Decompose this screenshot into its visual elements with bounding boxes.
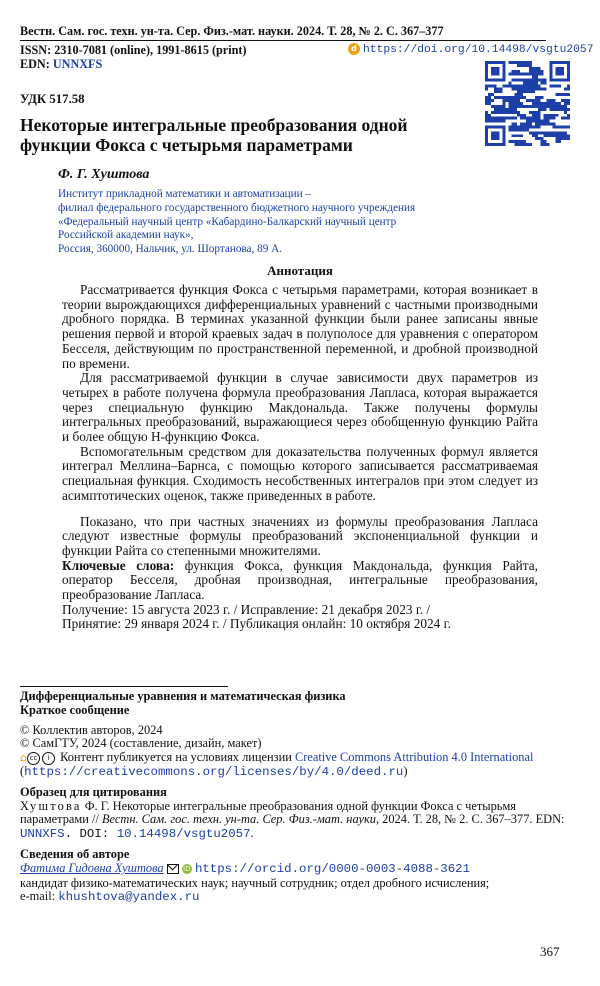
affiliation bbox=[58, 188, 498, 257]
citation-journal: Вестн. Сам. гос. техн. ун-та. Сер. Физ.-мат. науки bbox=[101, 812, 376, 827]
section-name: Дифференциальные уравнения и математическая физика bbox=[20, 689, 346, 703]
keywords-label: Ключевые слова: bbox=[62, 557, 175, 573]
affiliation-line: «Федеральный научный центр «Кабардино-Балкарский научный центр bbox=[58, 215, 397, 228]
copyright-authors: © Коллектив авторов, 2024 bbox=[20, 722, 163, 737]
affiliation-line: Институт прикладной математики и автоматизации – bbox=[58, 188, 312, 200]
qr-code bbox=[485, 61, 570, 146]
affiliation-line: Россия, 360000, Нальчик, ул. Шортанова, 89 А. bbox=[58, 243, 282, 256]
citation-text: Ф. Г. Некоторые интегральные преобразования одной функции Фокса с четырьмя параметрами // bbox=[20, 798, 516, 827]
abstract bbox=[62, 283, 538, 632]
email-link[interactable]: khushtova@yandex.ru bbox=[58, 890, 200, 905]
copyright-publisher: © СамГТУ, 2024 (составление, дизайн, макет) bbox=[20, 736, 262, 751]
license-text: Контент публикуется на условиях лицензии bbox=[56, 750, 295, 765]
citation-doi-link[interactable]: 10.14498/vsgtu2057 bbox=[116, 827, 251, 842]
citation: Хуштова Ф. Г. Некоторые интегральные преобразования одной функции Фокса с четырьмя параметрами // Вестн. Сам. гос. техн. ун-та. Сер. Физ.-мат. науки, 2024. Т. 28, № 2. С. 367–377. EDN: UNNXFS. DOI: 10.14498/vsgtu2057. bbox=[20, 798, 565, 842]
by-icon: i bbox=[42, 752, 55, 765]
article-title: Некоторые интегральные преобразования одной функции Фокса с четырьмя параметрами bbox=[20, 115, 408, 155]
dates-line: Получение: 15 августа 2023 г. / Исправление: 21 декабря 2023 г. / bbox=[62, 601, 431, 617]
cc-icon: cc bbox=[27, 752, 40, 765]
edn bbox=[20, 57, 102, 72]
edn-label: EDN: bbox=[20, 57, 53, 71]
citation-text: , 2024. Т. 28, № 2. С. 367–377. EDN: bbox=[375, 812, 565, 827]
about-author-line bbox=[20, 862, 576, 877]
edn-code-link[interactable]: UNNXFS bbox=[52, 57, 103, 71]
license: ⌂ cc i Контент публикуется на условиях лицензии Creative Commons Attribution 4.0 International (https://creativecommons.org/licenses/by/4.0/deed.ru) bbox=[20, 750, 534, 779]
abstract-paragraph: Для рассматриваемой функции в случае зависимости двух параметров из четырех в работе получена формула преобразования Лапласа, которая выражается через специальную функцию Макдональда. Также получены формулы интегральных преобразований, выражающиеся через обобщенную функцию Райта и более общую H-функцию Фокса. bbox=[62, 370, 538, 445]
orcid-icon: iD bbox=[183, 864, 191, 873]
author-email bbox=[20, 890, 576, 905]
citation-heading: Образец для цитирования bbox=[20, 784, 167, 799]
envelope-icon bbox=[167, 864, 179, 874]
open-access-icon: ⌂ bbox=[20, 751, 27, 765]
about-author-heading: Сведения об авторе bbox=[20, 846, 130, 861]
abstract-paragraph: Показано, что при частных значениях из формулы преобразования Лапласа следуют известные формулы преобразований экспоненциальной функции и функции Райта со степенными множителями. bbox=[62, 513, 538, 558]
keywords bbox=[62, 559, 538, 603]
author-profile-link[interactable]: Фатима Гидовна Хуштова bbox=[20, 860, 164, 875]
header-rule bbox=[20, 40, 546, 41]
author-name: Ф. Г. Хуштова bbox=[58, 167, 150, 182]
dates-line: Принятие: 29 января 2024 г. / Публикация онлайн: 10 октября 2024 г. bbox=[62, 616, 451, 632]
article-type: Краткое сообщение bbox=[20, 702, 130, 717]
keywords-list: функция Фокса, функция Макдональда, функция Райта, оператор Бесселя, дробная производная, интегральные преобразования, преобразование Лапласа. bbox=[62, 557, 538, 603]
affiliation-line: филиал федерального государственного бюджетного научного учреждения bbox=[58, 201, 416, 214]
udk-code: УДК 517.58 bbox=[20, 92, 85, 106]
citation-doi-label: . DOI: bbox=[64, 827, 117, 842]
citation-author: Хуштова bbox=[20, 798, 82, 813]
dates bbox=[62, 603, 538, 632]
page-number: 367 bbox=[540, 944, 560, 959]
email-label: e-mail: bbox=[20, 889, 59, 904]
article-meta bbox=[20, 690, 576, 905]
abstract-paragraph: Рассматривается функция Фокса с четырьмя параметрами, которая возникает в теории вырождающихся дифференциальных уравнений с частными производными дробного порядка. В терминах указанной функции были ранее записаны явные решения первой и второй краевых задач в полуполосе для уравнения с оператором Бесселя, действующим по пространственной переменной, и дробной производной по времени. bbox=[62, 282, 538, 371]
doi-line bbox=[348, 43, 594, 56]
journal-header: Вестн. Сам. гос. техн. ун-та. Сер. Физ.-мат. науки. 2024. Т. 28, № 2. С. 367–377 bbox=[20, 24, 444, 38]
doi-link[interactable]: https://doi.org/10.14498/vsgtu2057 bbox=[363, 44, 594, 56]
affiliation-line: Российской академии наук», bbox=[58, 229, 194, 242]
orcid-link[interactable]: https://orcid.org/0000-0003-4088-3621 bbox=[194, 861, 471, 876]
author-position: кандидат физико-математических наук; научный сотрудник; отдел дробного исчисления; bbox=[20, 875, 490, 890]
license-link[interactable]: Creative Commons Attribution 4.0 International bbox=[294, 750, 534, 765]
license-url[interactable]: https://creativecommons.org/licenses/by/4.0/deed.ru bbox=[24, 764, 404, 779]
citation-edn-link[interactable]: UNNXFS bbox=[20, 827, 65, 842]
doi-icon: d bbox=[348, 43, 360, 55]
abstract-paragraph: Вспомогательным средством для доказательства полученных формул является интеграл Меллина–Барнса, с помощью которого записывается рассматриваемая специальная функция. Сходимость несобственных интегралов при этом следует из асимптотических оценок, также приведенных в работе. bbox=[62, 443, 538, 503]
footer-separator bbox=[20, 686, 228, 687]
abstract-heading: Аннотация bbox=[267, 263, 333, 278]
issn: ISSN: 2310-7081 (online), 1991-8615 (print) bbox=[20, 43, 247, 57]
